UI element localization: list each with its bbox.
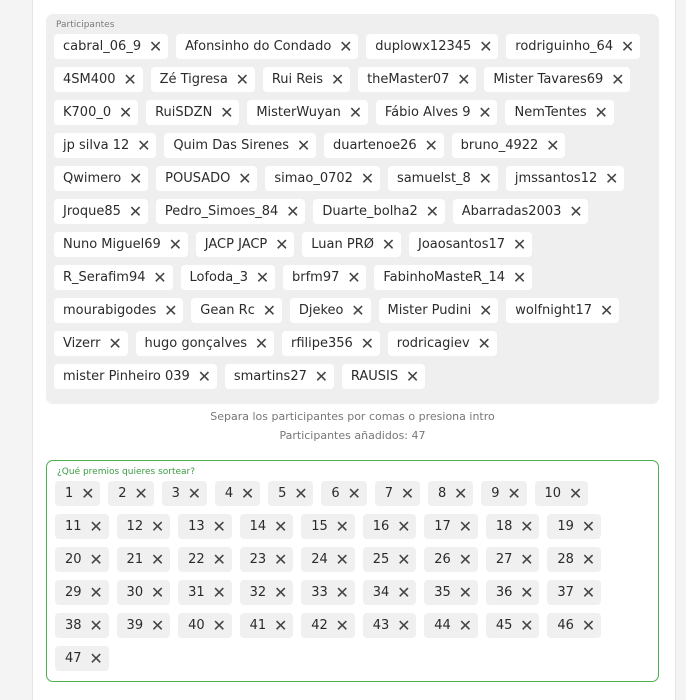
- prize-chip: [55, 547, 109, 572]
- participant-chip: [453, 199, 589, 224]
- participant-chip-label: NemTentes: [514, 105, 587, 120]
- close-icon[interactable]: ✕: [458, 517, 473, 536]
- close-icon[interactable]: ✕: [520, 550, 534, 569]
- close-icon[interactable]: ✕: [351, 301, 365, 320]
- participant-chip: [164, 133, 316, 158]
- prize-chip: [215, 481, 260, 506]
- close-icon[interactable]: ✕: [335, 616, 349, 635]
- prize-chip-label: 6: [331, 486, 340, 501]
- close-icon[interactable]: ✕: [458, 583, 473, 602]
- prize-chip-label: 25: [372, 552, 390, 567]
- close-icon[interactable]: ✕: [477, 334, 491, 353]
- prize-chip: [486, 580, 540, 605]
- prize-chip: [55, 580, 109, 605]
- participant-chip: [156, 166, 257, 191]
- prize-chip: [268, 481, 313, 506]
- participant-chip: [181, 265, 276, 290]
- prizes-label: ¿Qué premios quieres sortear?: [57, 467, 196, 477]
- close-icon[interactable]: ✕: [347, 268, 361, 287]
- prize-chip-label: 29: [65, 585, 82, 600]
- prize-chip-label: 21: [126, 552, 144, 567]
- participant-chip: [324, 133, 444, 158]
- prize-chip: [486, 613, 540, 638]
- close-icon[interactable]: ✕: [611, 70, 625, 89]
- prize-chip: [321, 481, 366, 506]
- close-icon[interactable]: ✕: [168, 235, 182, 254]
- prize-chip-label: 26: [434, 552, 451, 567]
- close-icon[interactable]: ✕: [581, 616, 596, 635]
- prize-chip: [301, 514, 355, 539]
- participant-chip: [506, 166, 624, 191]
- participant-chip: [54, 232, 188, 257]
- prize-chip: [55, 613, 109, 638]
- prize-chip-label: 44: [434, 618, 451, 633]
- close-icon[interactable]: ✕: [164, 301, 178, 320]
- participant-chip-label: Joaosantos17: [417, 237, 506, 252]
- close-icon[interactable]: ✕: [273, 583, 288, 602]
- prize-chip-label: 42: [311, 618, 328, 633]
- prize-chip: [162, 481, 207, 506]
- close-icon[interactable]: ✕: [81, 484, 95, 503]
- participant-chip: [191, 298, 282, 323]
- prize-chip-label: 13: [188, 519, 205, 534]
- participant-chip: [247, 100, 368, 125]
- participant-chip: [54, 199, 148, 224]
- prize-chip-label: 10: [544, 486, 562, 501]
- close-icon[interactable]: ✕: [212, 517, 226, 536]
- close-icon[interactable]: ✕: [397, 616, 411, 635]
- prize-chip-label: 7: [384, 486, 393, 501]
- close-icon[interactable]: ✕: [134, 484, 148, 503]
- participant-chip-label: Pedro_Simoes_84: [164, 204, 279, 219]
- close-icon[interactable]: ✕: [89, 517, 103, 536]
- prize-chip: [424, 514, 478, 539]
- participants-count: Participantes añadidos: 47: [279, 429, 426, 442]
- participant-chip: [54, 100, 138, 125]
- participant-chip: [366, 34, 498, 59]
- prize-chip-label: 41: [249, 618, 267, 633]
- prize-chip-label: 16: [372, 519, 390, 534]
- close-icon[interactable]: ✕: [339, 37, 353, 56]
- prize-chip-label: 24: [311, 552, 328, 567]
- prize-chip: [240, 613, 294, 638]
- prize-chip: [424, 580, 478, 605]
- prize-chip-label: 33: [311, 585, 328, 600]
- prizes-input[interactable]: [46, 460, 659, 682]
- close-icon[interactable]: ✕: [238, 169, 252, 188]
- prize-chip: [363, 580, 417, 605]
- close-icon[interactable]: ✕: [454, 484, 468, 503]
- close-icon[interactable]: ✕: [458, 616, 473, 635]
- participant-chip-label: bruno_4922: [460, 138, 539, 153]
- participant-chip-label: 4SM400: [63, 72, 116, 87]
- participant-chip-list: [54, 34, 649, 389]
- participant-chip-label: POUSADO: [165, 171, 231, 186]
- close-icon[interactable]: ✕: [330, 70, 345, 89]
- close-icon[interactable]: ✕: [568, 484, 583, 503]
- participant-chip-label: Afonsinho do Condado: [185, 39, 332, 54]
- prize-chip: [178, 514, 232, 539]
- participant-chip-label: rodriguinho_64: [515, 39, 614, 54]
- participant-chip: [506, 34, 640, 59]
- prize-chip-label: 14: [249, 519, 267, 534]
- participant-chip-label: rodricagiev: [396, 336, 470, 351]
- prize-chip-label: 37: [557, 585, 574, 600]
- close-icon[interactable]: ✕: [153, 268, 167, 287]
- close-icon[interactable]: ✕: [397, 517, 411, 536]
- participant-chip-label: Zé Tigresa: [159, 72, 228, 87]
- close-icon[interactable]: ✕: [314, 367, 329, 386]
- prize-chip: [108, 481, 153, 506]
- close-icon[interactable]: ✕: [220, 103, 234, 122]
- prize-chip-label: 22: [188, 552, 205, 567]
- close-icon[interactable]: ✕: [254, 334, 269, 353]
- participant-chip: [156, 199, 305, 224]
- close-icon[interactable]: ✕: [360, 334, 374, 353]
- participant-chip-label: JACP JACP: [204, 237, 268, 252]
- participant-chip: [54, 67, 143, 92]
- close-icon[interactable]: ✕: [479, 301, 493, 320]
- participant-chip: [282, 331, 380, 356]
- participant-chip-label: brfm97: [292, 270, 340, 285]
- prize-chip: [547, 514, 601, 539]
- participant-chip-label: theMaster07: [367, 72, 450, 87]
- participant-chip: [302, 232, 401, 257]
- participant-chip-label: Djekeo: [298, 303, 344, 318]
- prize-chip: [481, 481, 526, 506]
- prize-chip: [547, 547, 601, 572]
- participant-chip-label: Fábio Alves 9: [384, 105, 471, 120]
- close-icon[interactable]: ✕: [108, 334, 122, 353]
- participant-chip: [379, 298, 499, 323]
- close-icon[interactable]: ✕: [118, 103, 133, 122]
- participant-chip: [54, 364, 217, 389]
- participant-chip-label: Nuno Miguel69: [63, 237, 161, 252]
- prize-chip-label: 34: [372, 585, 390, 600]
- participant-chip-label: duartenoe26: [333, 138, 417, 153]
- close-icon[interactable]: ✕: [520, 517, 534, 536]
- close-icon[interactable]: ✕: [89, 616, 103, 635]
- participant-chip: [265, 166, 380, 191]
- prize-chip: [486, 514, 540, 539]
- prize-chip-label: 30: [126, 585, 144, 600]
- prize-chip: [375, 481, 420, 506]
- participant-chip-label: Gean Rc: [200, 303, 255, 318]
- close-icon[interactable]: ✕: [294, 484, 308, 503]
- participant-chip: [283, 265, 366, 290]
- prize-chip: [535, 481, 589, 506]
- close-icon[interactable]: ✕: [262, 301, 277, 320]
- close-icon[interactable]: ✕: [620, 37, 635, 56]
- participant-chip: [505, 100, 613, 125]
- participant-chip-label: smartins27: [233, 369, 307, 384]
- participant-chip-label: cabral_06_9: [63, 39, 142, 54]
- participant-chip: [176, 34, 358, 59]
- participant-chip: [409, 232, 532, 257]
- participant-chip: [54, 166, 148, 191]
- participant-chip-label: K700_0: [63, 105, 112, 120]
- close-icon[interactable]: ✕: [397, 583, 411, 602]
- participant-chip: [54, 133, 156, 158]
- close-icon[interactable]: ✕: [400, 484, 415, 503]
- participant-chip-label: RuiSDZN: [155, 105, 213, 120]
- close-icon[interactable]: ✕: [546, 136, 560, 155]
- close-icon[interactable]: ✕: [150, 583, 165, 602]
- close-icon[interactable]: ✕: [275, 235, 289, 254]
- prize-chip: [424, 613, 478, 638]
- prize-chip: [178, 580, 232, 605]
- close-icon[interactable]: ✕: [599, 301, 614, 320]
- close-icon[interactable]: ✕: [479, 37, 493, 56]
- participants-input[interactable]: [46, 14, 659, 404]
- close-icon[interactable]: ✕: [197, 367, 212, 386]
- participant-chip: [506, 298, 619, 323]
- participant-chip: [151, 67, 255, 92]
- close-icon[interactable]: ✕: [458, 550, 473, 569]
- participant-chip-label: Lofoda_3: [189, 270, 248, 285]
- participant-chip-label: Vizerr: [63, 336, 101, 351]
- close-icon[interactable]: ✕: [397, 550, 411, 569]
- close-icon[interactable]: ✕: [128, 169, 143, 188]
- participant-chip-label: mister Pinheiro 039: [63, 369, 190, 384]
- prize-chip: [178, 547, 232, 572]
- prize-chip-label: 23: [249, 552, 267, 567]
- close-icon[interactable]: ✕: [150, 616, 165, 635]
- close-icon[interactable]: ✕: [150, 550, 165, 569]
- participant-chip: [54, 331, 128, 356]
- participant-chip: [54, 298, 183, 323]
- prize-chip-label: 2: [118, 486, 127, 501]
- close-icon[interactable]: ✕: [348, 103, 363, 122]
- participant-chip-label: Rui Reis: [271, 72, 324, 87]
- close-icon[interactable]: ✕: [478, 103, 492, 122]
- participant-chip: [54, 34, 168, 59]
- participant-chip: [388, 166, 498, 191]
- close-icon[interactable]: ✕: [273, 616, 288, 635]
- close-icon[interactable]: ✕: [347, 484, 361, 503]
- participant-chip-label: Quim Das Sirenes: [173, 138, 290, 153]
- prize-chip-label: 36: [495, 585, 513, 600]
- prize-chip-label: 3: [171, 486, 180, 501]
- prize-chip-label: 31: [188, 585, 205, 600]
- prize-chip-label: 40: [188, 618, 205, 633]
- participant-chip-label: RAUSIS: [350, 369, 399, 384]
- close-icon[interactable]: ✕: [425, 202, 439, 221]
- prize-chip-list: [55, 481, 648, 671]
- close-icon[interactable]: ✕: [240, 484, 255, 503]
- participant-chip: [484, 67, 630, 92]
- participants-label: Participantes: [56, 20, 115, 30]
- participant-chip: [376, 100, 498, 125]
- prize-chip: [424, 547, 478, 572]
- prize-chip-label: 45: [495, 618, 513, 633]
- prize-chip-label: 19: [557, 519, 574, 534]
- prize-chip-label: 9: [491, 486, 500, 501]
- close-icon[interactable]: ✕: [507, 484, 521, 503]
- participant-chip-label: Duarte_bolha2: [322, 204, 418, 219]
- prize-chip-label: 15: [311, 519, 328, 534]
- prize-chip-label: 46: [557, 618, 574, 633]
- prize-chip: [240, 547, 294, 572]
- prize-chip-label: 39: [126, 618, 144, 633]
- close-icon[interactable]: ✕: [273, 517, 288, 536]
- close-icon[interactable]: ✕: [405, 367, 420, 386]
- prize-chip-label: 4: [224, 486, 234, 501]
- close-icon[interactable]: ✕: [520, 616, 534, 635]
- close-icon[interactable]: ✕: [150, 517, 165, 536]
- close-icon[interactable]: ✕: [512, 235, 527, 254]
- close-icon[interactable]: ✕: [581, 517, 596, 536]
- prize-chip: [363, 547, 417, 572]
- participant-chip-label: Mister Pudini: [387, 303, 472, 318]
- prize-chip-label: 12: [126, 519, 144, 534]
- participant-chip-label: duplowx12345: [375, 39, 472, 54]
- prize-chip: [117, 514, 171, 539]
- close-icon[interactable]: ✕: [335, 550, 349, 569]
- participant-chip-label: Mister Tavares69: [493, 72, 604, 87]
- participant-chip-label: mourabigodes: [63, 303, 157, 318]
- prize-chip-label: 43: [372, 618, 390, 633]
- prize-chip-label: 38: [65, 618, 82, 633]
- participant-chip: [313, 199, 444, 224]
- prize-chip-label: 28: [557, 552, 574, 567]
- participant-chip-label: rfilipe356: [290, 336, 353, 351]
- close-icon[interactable]: ✕: [137, 136, 151, 155]
- close-icon[interactable]: ✕: [520, 583, 534, 602]
- prize-chip: [117, 613, 171, 638]
- participant-chip: [146, 100, 239, 125]
- participant-chip: [54, 265, 173, 290]
- prize-chip: [301, 580, 355, 605]
- close-icon[interactable]: ✕: [235, 70, 250, 89]
- participant-chip: [374, 265, 532, 290]
- participant-chip: [342, 364, 425, 389]
- prize-chip: [117, 580, 171, 605]
- participant-chip-label: MisterWuyan: [256, 105, 341, 120]
- close-icon[interactable]: ✕: [512, 268, 527, 287]
- participant-chip: [196, 232, 295, 257]
- participant-chip: [388, 331, 497, 356]
- participant-chip-label: Jroque85: [63, 204, 121, 219]
- prize-chip-label: 1: [65, 486, 74, 501]
- participant-chip-label: hugo gonçalves: [144, 336, 247, 351]
- prize-chip-label: 5: [278, 486, 287, 501]
- close-icon[interactable]: ✕: [128, 202, 143, 221]
- close-icon[interactable]: ✕: [296, 136, 311, 155]
- participant-chip: [290, 298, 371, 323]
- prize-chip: [547, 580, 601, 605]
- participant-chip: [358, 67, 476, 92]
- prize-chip: [240, 580, 294, 605]
- close-icon[interactable]: ✕: [273, 550, 288, 569]
- close-icon[interactable]: ✕: [89, 550, 103, 569]
- close-icon[interactable]: ✕: [335, 583, 349, 602]
- participant-chip-label: Luan PRØ: [311, 237, 374, 252]
- prize-chip: [486, 547, 540, 572]
- prize-chip: [55, 481, 100, 506]
- participant-chip-label: jp silva 12: [63, 138, 130, 153]
- prize-chip: [55, 646, 109, 671]
- prize-chip: [301, 613, 355, 638]
- close-icon[interactable]: ✕: [212, 550, 226, 569]
- prize-chip-label: 8: [437, 486, 447, 501]
- participant-chip: [263, 67, 350, 92]
- prize-chip-label: 17: [434, 519, 451, 534]
- participant-chip-label: R_Serafim94: [63, 270, 146, 285]
- prize-chip: [55, 514, 109, 539]
- participant-chip-label: samuelst_8: [396, 171, 471, 186]
- participant-chip: [225, 364, 334, 389]
- prize-chip-label: 35: [434, 585, 451, 600]
- prize-chip: [363, 514, 417, 539]
- participants-instructions: Separa los participantes por comas o presiona intro: [210, 410, 495, 423]
- close-icon[interactable]: ✕: [89, 583, 103, 602]
- close-icon[interactable]: ✕: [478, 169, 493, 188]
- participant-chip-label: simao_0702: [274, 171, 353, 186]
- prize-chip-label: 11: [65, 519, 82, 534]
- close-icon[interactable]: ✕: [424, 136, 438, 155]
- participant-chip-label: wolfnight17: [515, 303, 593, 318]
- close-icon[interactable]: ✕: [212, 583, 226, 602]
- prize-chip: [240, 514, 294, 539]
- close-icon[interactable]: ✕: [569, 202, 583, 221]
- participant-chip-label: Qwimero: [63, 171, 122, 186]
- close-icon[interactable]: ✕: [605, 169, 619, 188]
- participant-chip-label: Abarradas2003: [461, 204, 562, 219]
- close-icon[interactable]: ✕: [286, 202, 300, 221]
- prize-chip-label: 32: [249, 585, 267, 600]
- close-icon[interactable]: ✕: [594, 103, 608, 122]
- close-icon[interactable]: ✕: [360, 169, 375, 188]
- close-icon[interactable]: ✕: [335, 517, 349, 536]
- prize-chip: [178, 613, 232, 638]
- participant-chip-label: jmssantos12: [514, 171, 598, 186]
- participant-chip-label: FabinhoMasteR_14: [383, 270, 506, 285]
- close-icon[interactable]: ✕: [457, 70, 471, 89]
- close-icon[interactable]: ✕: [212, 616, 226, 635]
- close-icon[interactable]: ✕: [187, 484, 202, 503]
- close-icon[interactable]: ✕: [148, 37, 163, 56]
- prize-chip-label: 27: [495, 552, 513, 567]
- prize-chip: [363, 613, 417, 638]
- prize-chip-label: 18: [495, 519, 513, 534]
- close-icon[interactable]: ✕: [581, 583, 596, 602]
- close-icon[interactable]: ✕: [89, 649, 103, 668]
- prize-chip-label: 47: [65, 651, 82, 666]
- close-icon[interactable]: ✕: [381, 235, 396, 254]
- prize-chip-label: 20: [65, 552, 82, 567]
- close-icon[interactable]: ✕: [581, 550, 596, 569]
- close-icon[interactable]: ✕: [123, 70, 137, 89]
- prize-chip: [547, 613, 601, 638]
- participant-chip: [452, 133, 566, 158]
- participant-chip: [136, 331, 274, 356]
- prize-chip: [301, 547, 355, 572]
- close-icon[interactable]: ✕: [255, 268, 270, 287]
- prize-chip: [117, 547, 171, 572]
- prize-chip: [428, 481, 473, 506]
